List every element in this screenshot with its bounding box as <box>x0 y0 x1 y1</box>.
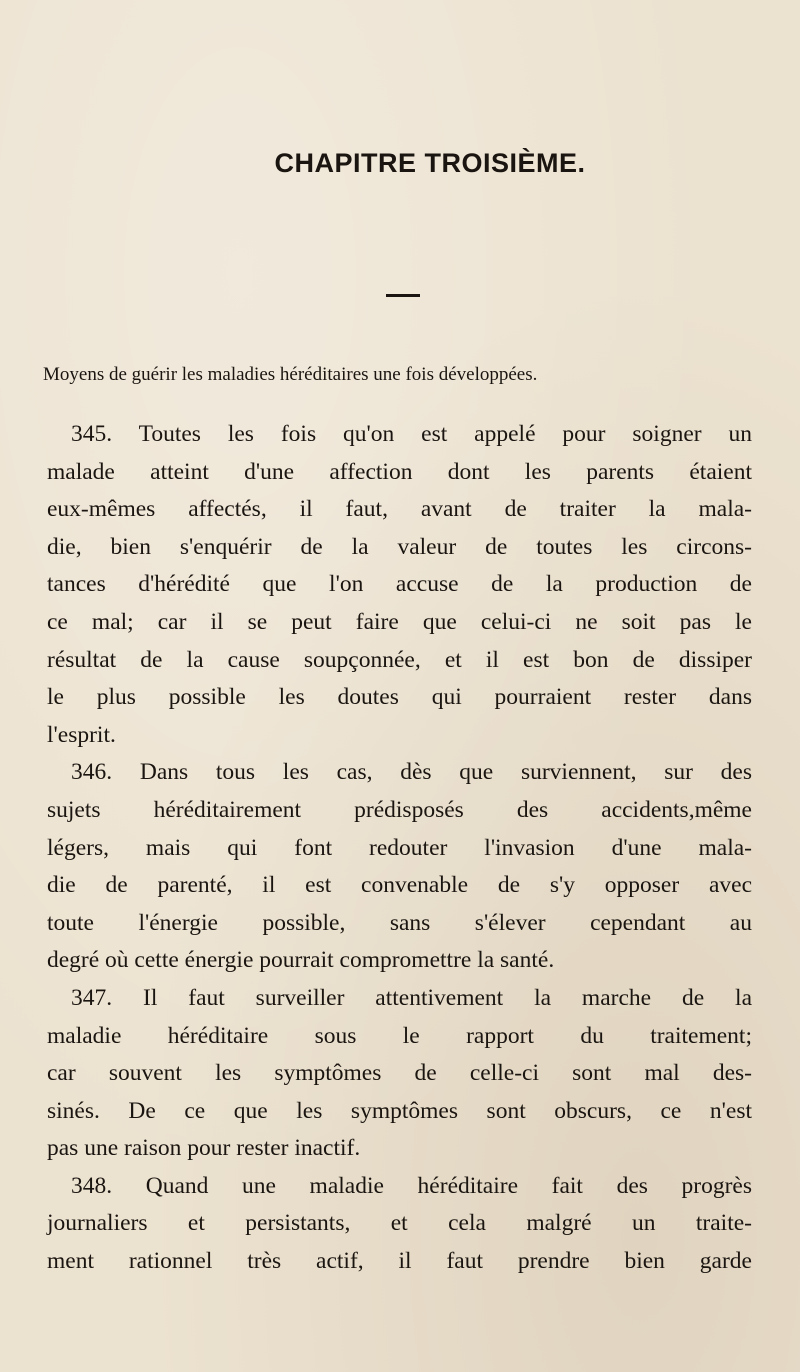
text-line: résultat de la cause soupçonnée, et il est bon de dissiper <box>47 646 752 673</box>
text-line: degré où cette énergie pourrait compromettre la santé. <box>47 947 555 974</box>
text-line: maladie héréditaire sous le rapport du traitement; <box>47 1022 752 1049</box>
text-line: 346. Dans tous les cas, dès que surviennent, sur des <box>71 759 752 786</box>
text-line: eux-mêmes affectés, il faut, avant de traiter la mala- <box>47 496 752 523</box>
text-line: toute l'énergie possible, sans s'élever cependant au <box>47 909 752 936</box>
body-text <box>47 416 752 1281</box>
text-line: tances d'hérédité que l'on accuse de la production de <box>47 571 752 598</box>
text-line: sujets héréditairement prédisposés des accidents,même <box>47 796 752 823</box>
text-line: pas une raison pour rester inactif. <box>47 1135 361 1162</box>
text-line: 348. Quand une maladie héréditaire fait des progrès <box>71 1172 752 1199</box>
text-line: l'esprit. <box>47 721 116 748</box>
title-rule <box>386 294 420 297</box>
text-line: die de parenté, il est convenable de s'y opposer avec <box>47 872 752 899</box>
text-line: car souvent les symptômes de celle-ci sont mal des- <box>47 1060 752 1087</box>
text-line: sinés. De ce que les symptômes sont obscurs, ce n'est <box>47 1097 752 1124</box>
text-line: 347. Il faut surveiller attentivement la marche de la <box>71 984 752 1011</box>
text-line: journaliers et persistants, et cela malgré un traite- <box>47 1210 752 1237</box>
text-line: 345. Toutes les fois qu'on est appelé pour soigner un <box>71 421 752 447</box>
text-line: ment rationnel très actif, il faut prendre bien garde <box>47 1248 752 1275</box>
chapter-subtitle: Moyens de guérir les maladies héréditaires une fois développées. <box>43 364 538 385</box>
text-line: ce mal; car il se peut faire que celui-ci ne soit pas le <box>47 608 752 635</box>
chapter-title: CHAPITRE TROISIÈME. <box>274 148 586 178</box>
text-line: légers, mais qui font redouter l'invasion d'une mala- <box>47 834 752 861</box>
text-line: le plus possible les doutes qui pourraient rester dans <box>47 684 752 711</box>
text-line: malade atteint d'une affection dont les parents étaient <box>47 458 752 485</box>
text-line: die, bien s'enquérir de la valeur de toutes les circons- <box>47 533 752 560</box>
